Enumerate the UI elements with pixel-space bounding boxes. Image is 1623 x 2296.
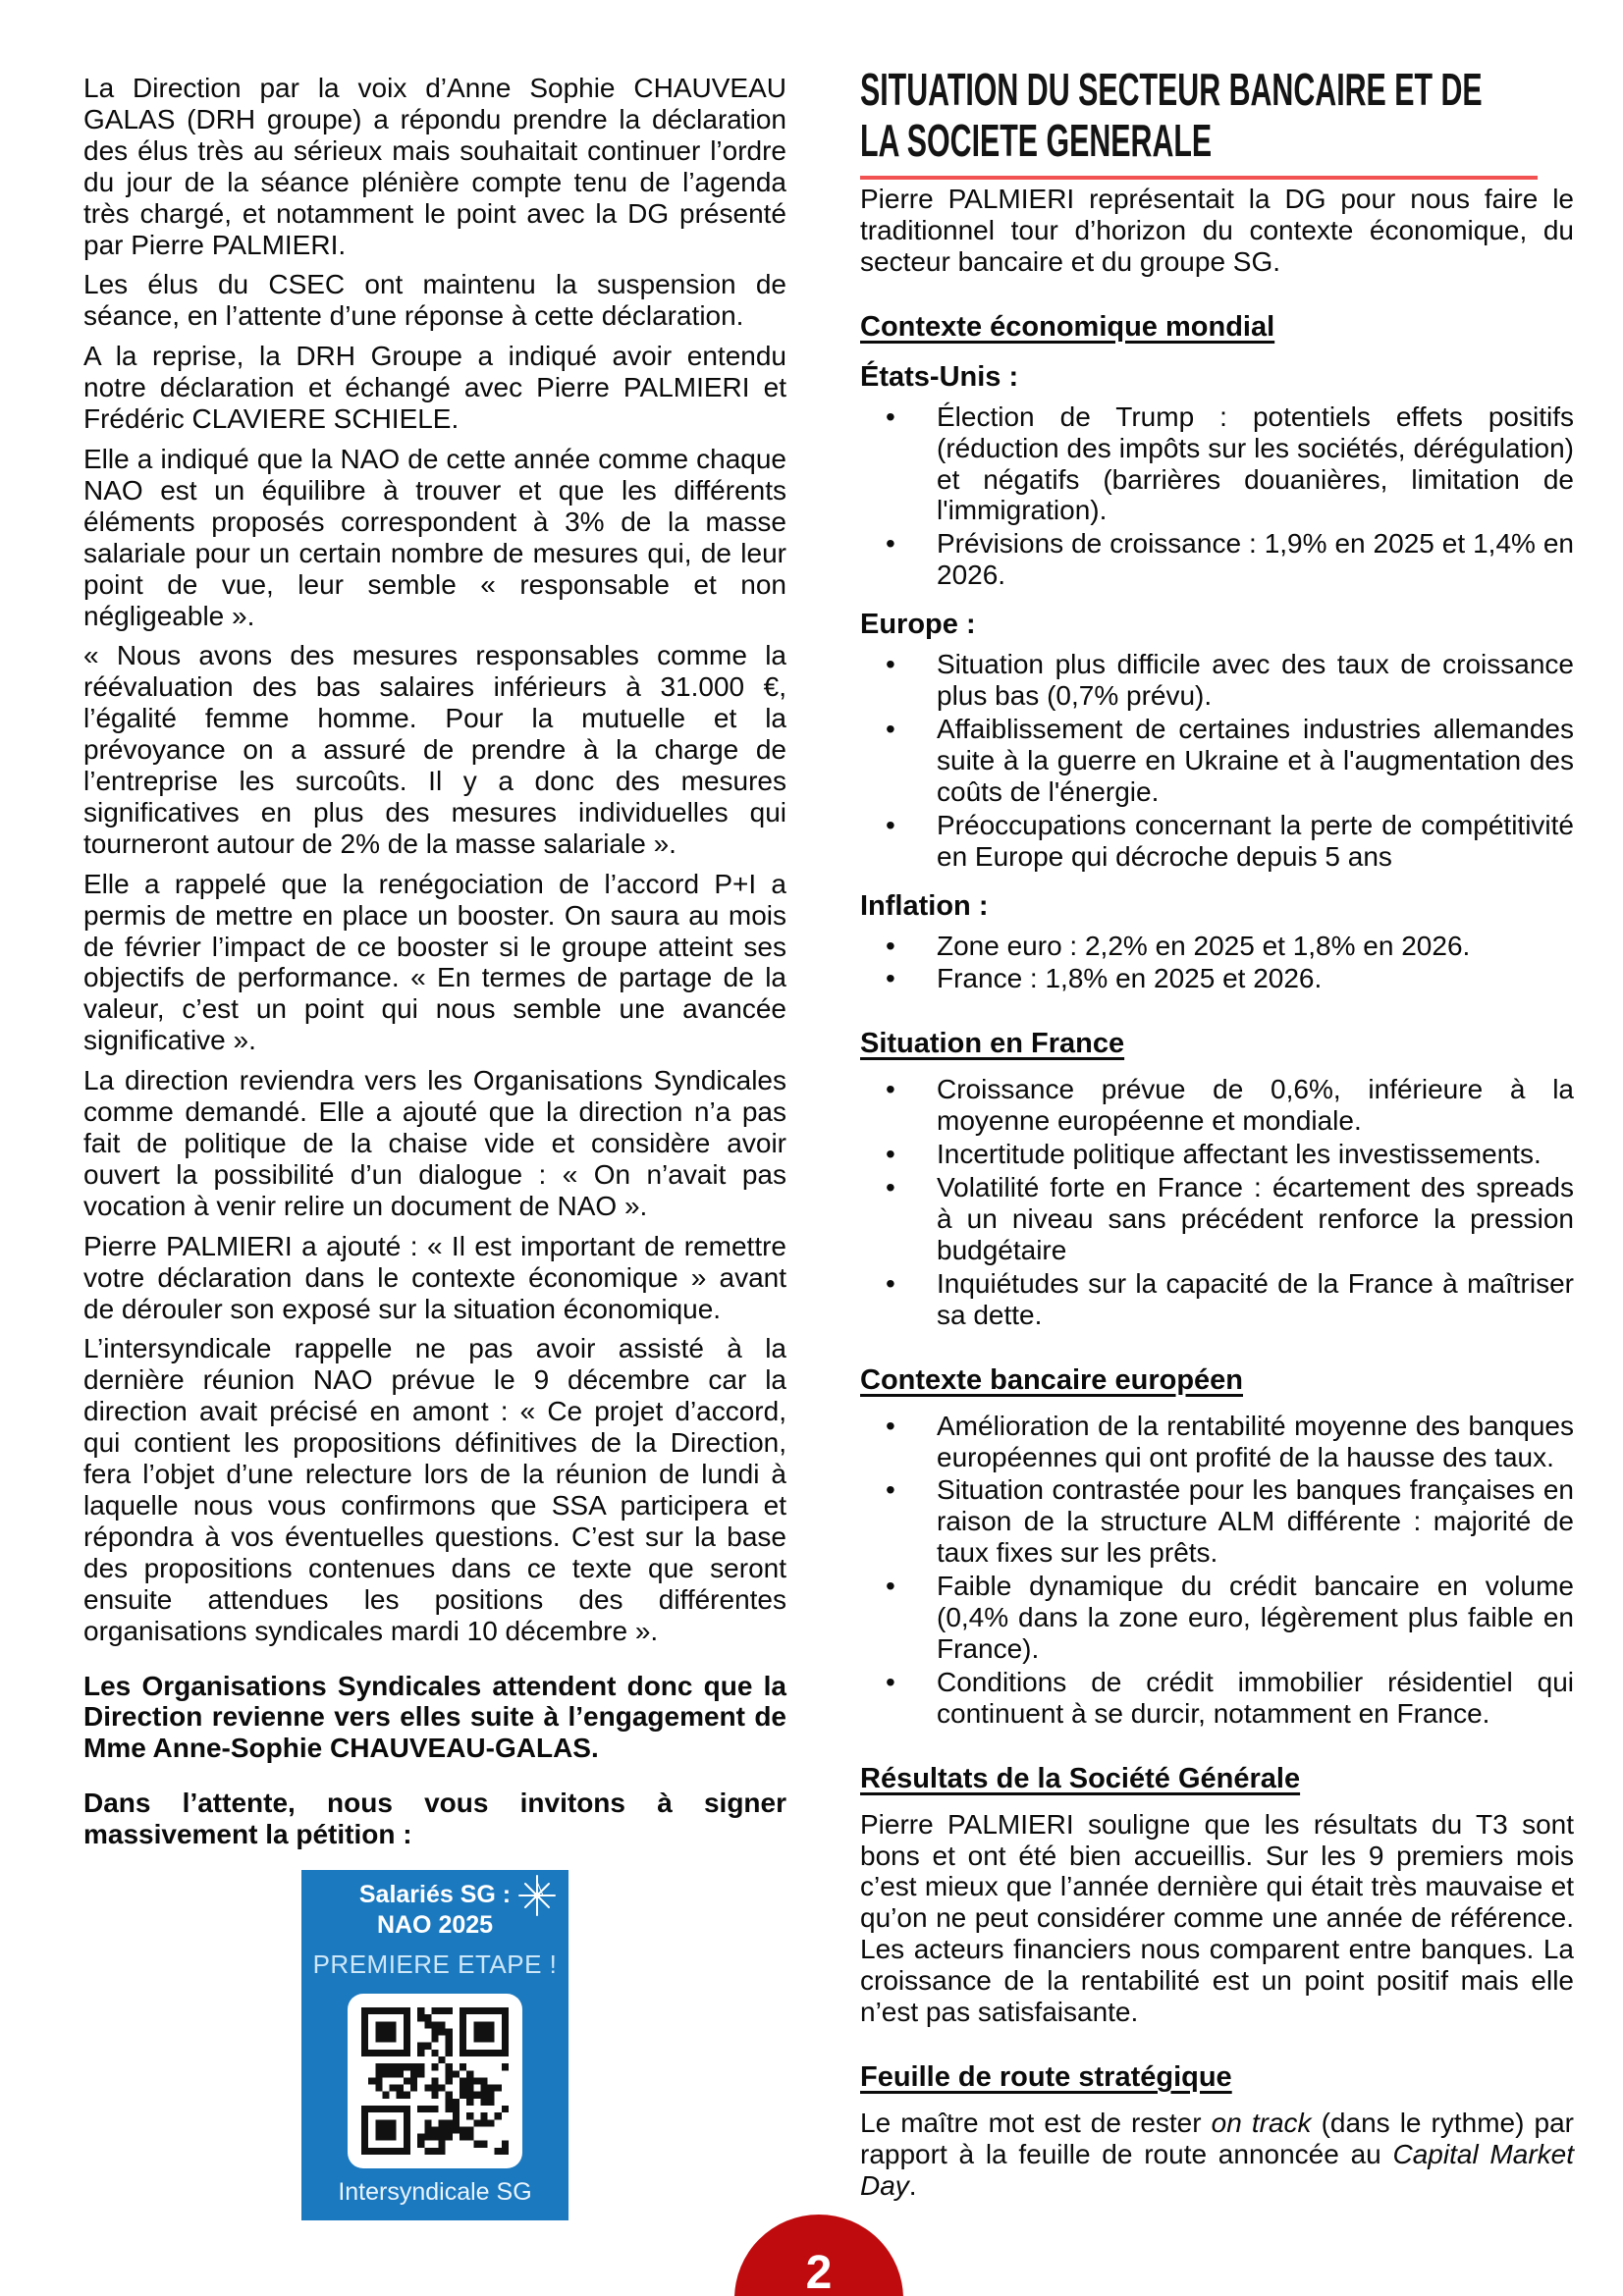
bullet-item: • Prévisions de croissance : 1,9% en 2025 et 1,4% en 2026. bbox=[937, 528, 1574, 591]
paragraph: Elle a rappelé que la renégociation de l’accord P+I a permis de mettre en place un booster. On saura au mois de février l’impact de ce booster si le groupe atteint ses objectifs de performance. « En termes de partage de la valeur, c’est un point qui nous semble une avancée significative ». bbox=[83, 868, 786, 1056]
intro-paragraph: Pierre PALMIERI représentait la DG pour nous faire le traditionnel tour d’horizon du contexte économique, du secteur bancaire et du groupe SG. bbox=[860, 184, 1574, 277]
text-run: Le maître mot est de rester bbox=[860, 2108, 1212, 2138]
text-run: . bbox=[908, 2169, 917, 2201]
page-number-badge bbox=[734, 2215, 903, 2296]
paragraph: La Direction par la voix d’Anne Sophie CHAUVEAU GALAS (DRH groupe) a répondu prendre la déclaration des élus très au sérieux mais souhaitait continuer l’ordre du jour de la séance plénière compte tenu de l’agenda très chargé, et notamment le point avec la DG présenté par Pierre PALMIERI. bbox=[83, 73, 786, 260]
italic-text: on track bbox=[1211, 2108, 1312, 2138]
petition-card bbox=[301, 1870, 568, 2220]
bullet-list bbox=[860, 1411, 1574, 1730]
sub-heading: Europe : bbox=[860, 609, 976, 641]
bullet-item: • Amélioration de la rentabilité moyenne des banques européennes qui ont profité de la hausse des taux. bbox=[937, 1411, 1574, 1473]
paragraph: Elle a indiqué que la NAO de cette année comme chaque NAO est un équilibre à trouver et que les différents éléments proposés correspondent à 3% de la masse salariale pour un certain nombre de mesures qui, de leur point de vue, leur semble « responsable et non négligeable ». bbox=[83, 443, 786, 631]
left-column bbox=[83, 73, 786, 2220]
sub-heading: États-Unis : bbox=[860, 360, 1019, 393]
petition-title-line2: NAO 2025 bbox=[376, 1910, 494, 1939]
bullet-item: • Situation plus difficile avec des taux de croissance plus bas (0,7% prévu). bbox=[937, 649, 1574, 712]
bullet-list bbox=[860, 1074, 1574, 1330]
bullet-item: • Croissance prévue de 0,6%, inférieure à la moyenne européenne et mondiale. bbox=[937, 1074, 1574, 1137]
bullet-item: • Conditions de crédit immobilier résidentiel qui continuent à se durcir, notamment en France. bbox=[937, 1667, 1574, 1730]
petition-title-line1: Salariés SG : bbox=[358, 1881, 512, 1909]
bold-paragraph: Dans l’attente, nous vous invitons à signer massivement la pétition : bbox=[83, 1788, 786, 1850]
bullet-item: • Préoccupations concernant la perte de compétitivité en Europe qui décroche depuis 5 ans bbox=[937, 810, 1574, 873]
text-run: (dans le rythme) par rapport à la feuille de route annoncée au bbox=[860, 2108, 1574, 2169]
bullet-item: • Inquiétudes sur la capacité de la France à maîtriser sa dette. bbox=[937, 1268, 1574, 1331]
section-title bbox=[860, 65, 1574, 166]
bold-paragraph: Les Organisations Syndicales attendent donc que la Direction revienne vers elles suite à l’engagement de Mme Anne-Sophie CHAUVEAU-GALAS. bbox=[83, 1670, 786, 1764]
paragraph: « Nous avons des mesures responsables comme la réévaluation des bas salaires inférieurs à 31.000 €, l’égalité femme homme. Pour la mutuelle et la prévoyance on a assuré de prendre à la charge de l’entreprise les surcoûts. Il y a donc des mesures significatives en plus des mesures individuelles qui tourneront autour de 2% de la masse salariale ». bbox=[83, 640, 786, 859]
section-heading: Feuille de route stratégique bbox=[860, 2061, 1232, 2093]
section-title-line1: SITUATION DU SECTEUR BANCAIRE ET DE bbox=[860, 64, 1483, 115]
bullet-item: • Affaiblissement de certaines industries allemandes suite à la guerre en Ukraine et à l'augmentation des coûts de l'énergie. bbox=[937, 714, 1574, 808]
petition-subtitle: PREMIERE ETAPE ! bbox=[312, 1949, 558, 1980]
paragraph bbox=[860, 2108, 1574, 2202]
title-underline bbox=[860, 176, 1538, 180]
section-title-line2: LA SOCIETE GENERALE bbox=[860, 114, 1213, 166]
right-blocks bbox=[860, 311, 1574, 2202]
sub-heading: Inflation : bbox=[860, 889, 989, 922]
bullet-item: • Situation contrastée pour les banques françaises en raison de la structure ALM différente : majorité de taux fixes sur les prêts. bbox=[937, 1474, 1574, 1569]
section-heading: Contexte bancaire européen bbox=[860, 1363, 1243, 1396]
paragraph: Les élus du CSEC ont maintenu la suspension de séance, en l’attente d’une réponse à cette déclaration. bbox=[83, 269, 786, 332]
qr-code bbox=[348, 1994, 522, 2168]
paragraph: La direction reviendra vers les Organisations Syndicales comme demandé. Elle a ajouté que la direction n’a pas fait de politique de la chaise vide et considère avoir ouvert la possibilité d’un dialogue : « On n’avait pas vocation à venir relire un document de NAO ». bbox=[83, 1065, 786, 1221]
left-paragraphs bbox=[83, 73, 786, 1850]
section-heading: Situation en France bbox=[860, 1028, 1125, 1060]
bullet-item: • France : 1,8% en 2025 et 2026. bbox=[937, 963, 1574, 994]
right-column bbox=[860, 65, 1574, 2202]
italic-text: Capital Market Day bbox=[860, 2138, 1574, 2201]
petition-footer: Intersyndicale SG bbox=[338, 2178, 532, 2207]
bullet-item: • Élection de Trump : potentiels effets positifs (réduction des impôts sur les sociétés, dérégulation) et négatifs (barrières douanières, limitation de l'immigration). bbox=[937, 401, 1574, 527]
paragraph: Pierre PALMIERI souligne que les résultats du T3 sont bons et ont été bien accueillis. Sur les 9 premiers mois c’est mieux que l’année dernière qui était très mauvaise et qu’on ne peut considérer comme une année de référence. Les acteurs financiers nous comparent entre banques. La croissance de la rentabilité est un point positif mais elle n’est pas satisfaisante. bbox=[860, 1808, 1574, 2028]
sparkle-icon bbox=[515, 1874, 559, 1917]
section-heading: Contexte économique mondial bbox=[860, 310, 1275, 343]
bullet-list bbox=[860, 649, 1574, 872]
paragraph: A la reprise, la DRH Groupe a indiqué avoir entendu notre déclaration et échangé avec Pierre PALMIERI et Frédéric CLAVIERE SCHIELE. bbox=[83, 341, 786, 435]
bullet-item: • Zone euro : 2,2% en 2025 et 1,8% en 2026. bbox=[937, 931, 1574, 962]
bullet-list bbox=[860, 401, 1574, 591]
paragraph: Pierre PALMIERI a ajouté : « Il est important de remettre votre déclaration dans le contexte économique » avant de dérouler son exposé sur la situation économique. bbox=[83, 1230, 786, 1324]
page-number: 2 bbox=[805, 2247, 833, 2296]
section-heading: Résultats de la Société Générale bbox=[860, 1762, 1301, 1794]
paragraph: L’intersyndicale rappelle ne pas avoir assisté à la dernière réunion NAO prévue le 9 décembre car la direction avait précisé en amont : « Ce projet d’accord, qui contient les propositions définitives de la Direction, fera l’objet d’une relecture lors de la réunion de lundi à laquelle nous vous confirmons que SSA participera et répondra à vos éventuelles questions. C’est sur la base des propositions contenues dans ce texte que seront ensuite attendues les positions des différentes organisations syndicales mardi 10 décembre ». bbox=[83, 1333, 786, 1646]
bullet-list bbox=[860, 931, 1574, 995]
bullet-item: • Volatilité forte en France : écartement des spreads à un niveau sans précédent renforce la pression budgétaire bbox=[937, 1172, 1574, 1266]
bullet-item: • Incertitude politique affectant les investissements. bbox=[937, 1139, 1574, 1170]
bullet-item: • Faible dynamique du crédit bancaire en volume (0,4% dans la zone euro, légèrement plus faible en France). bbox=[937, 1571, 1574, 1665]
